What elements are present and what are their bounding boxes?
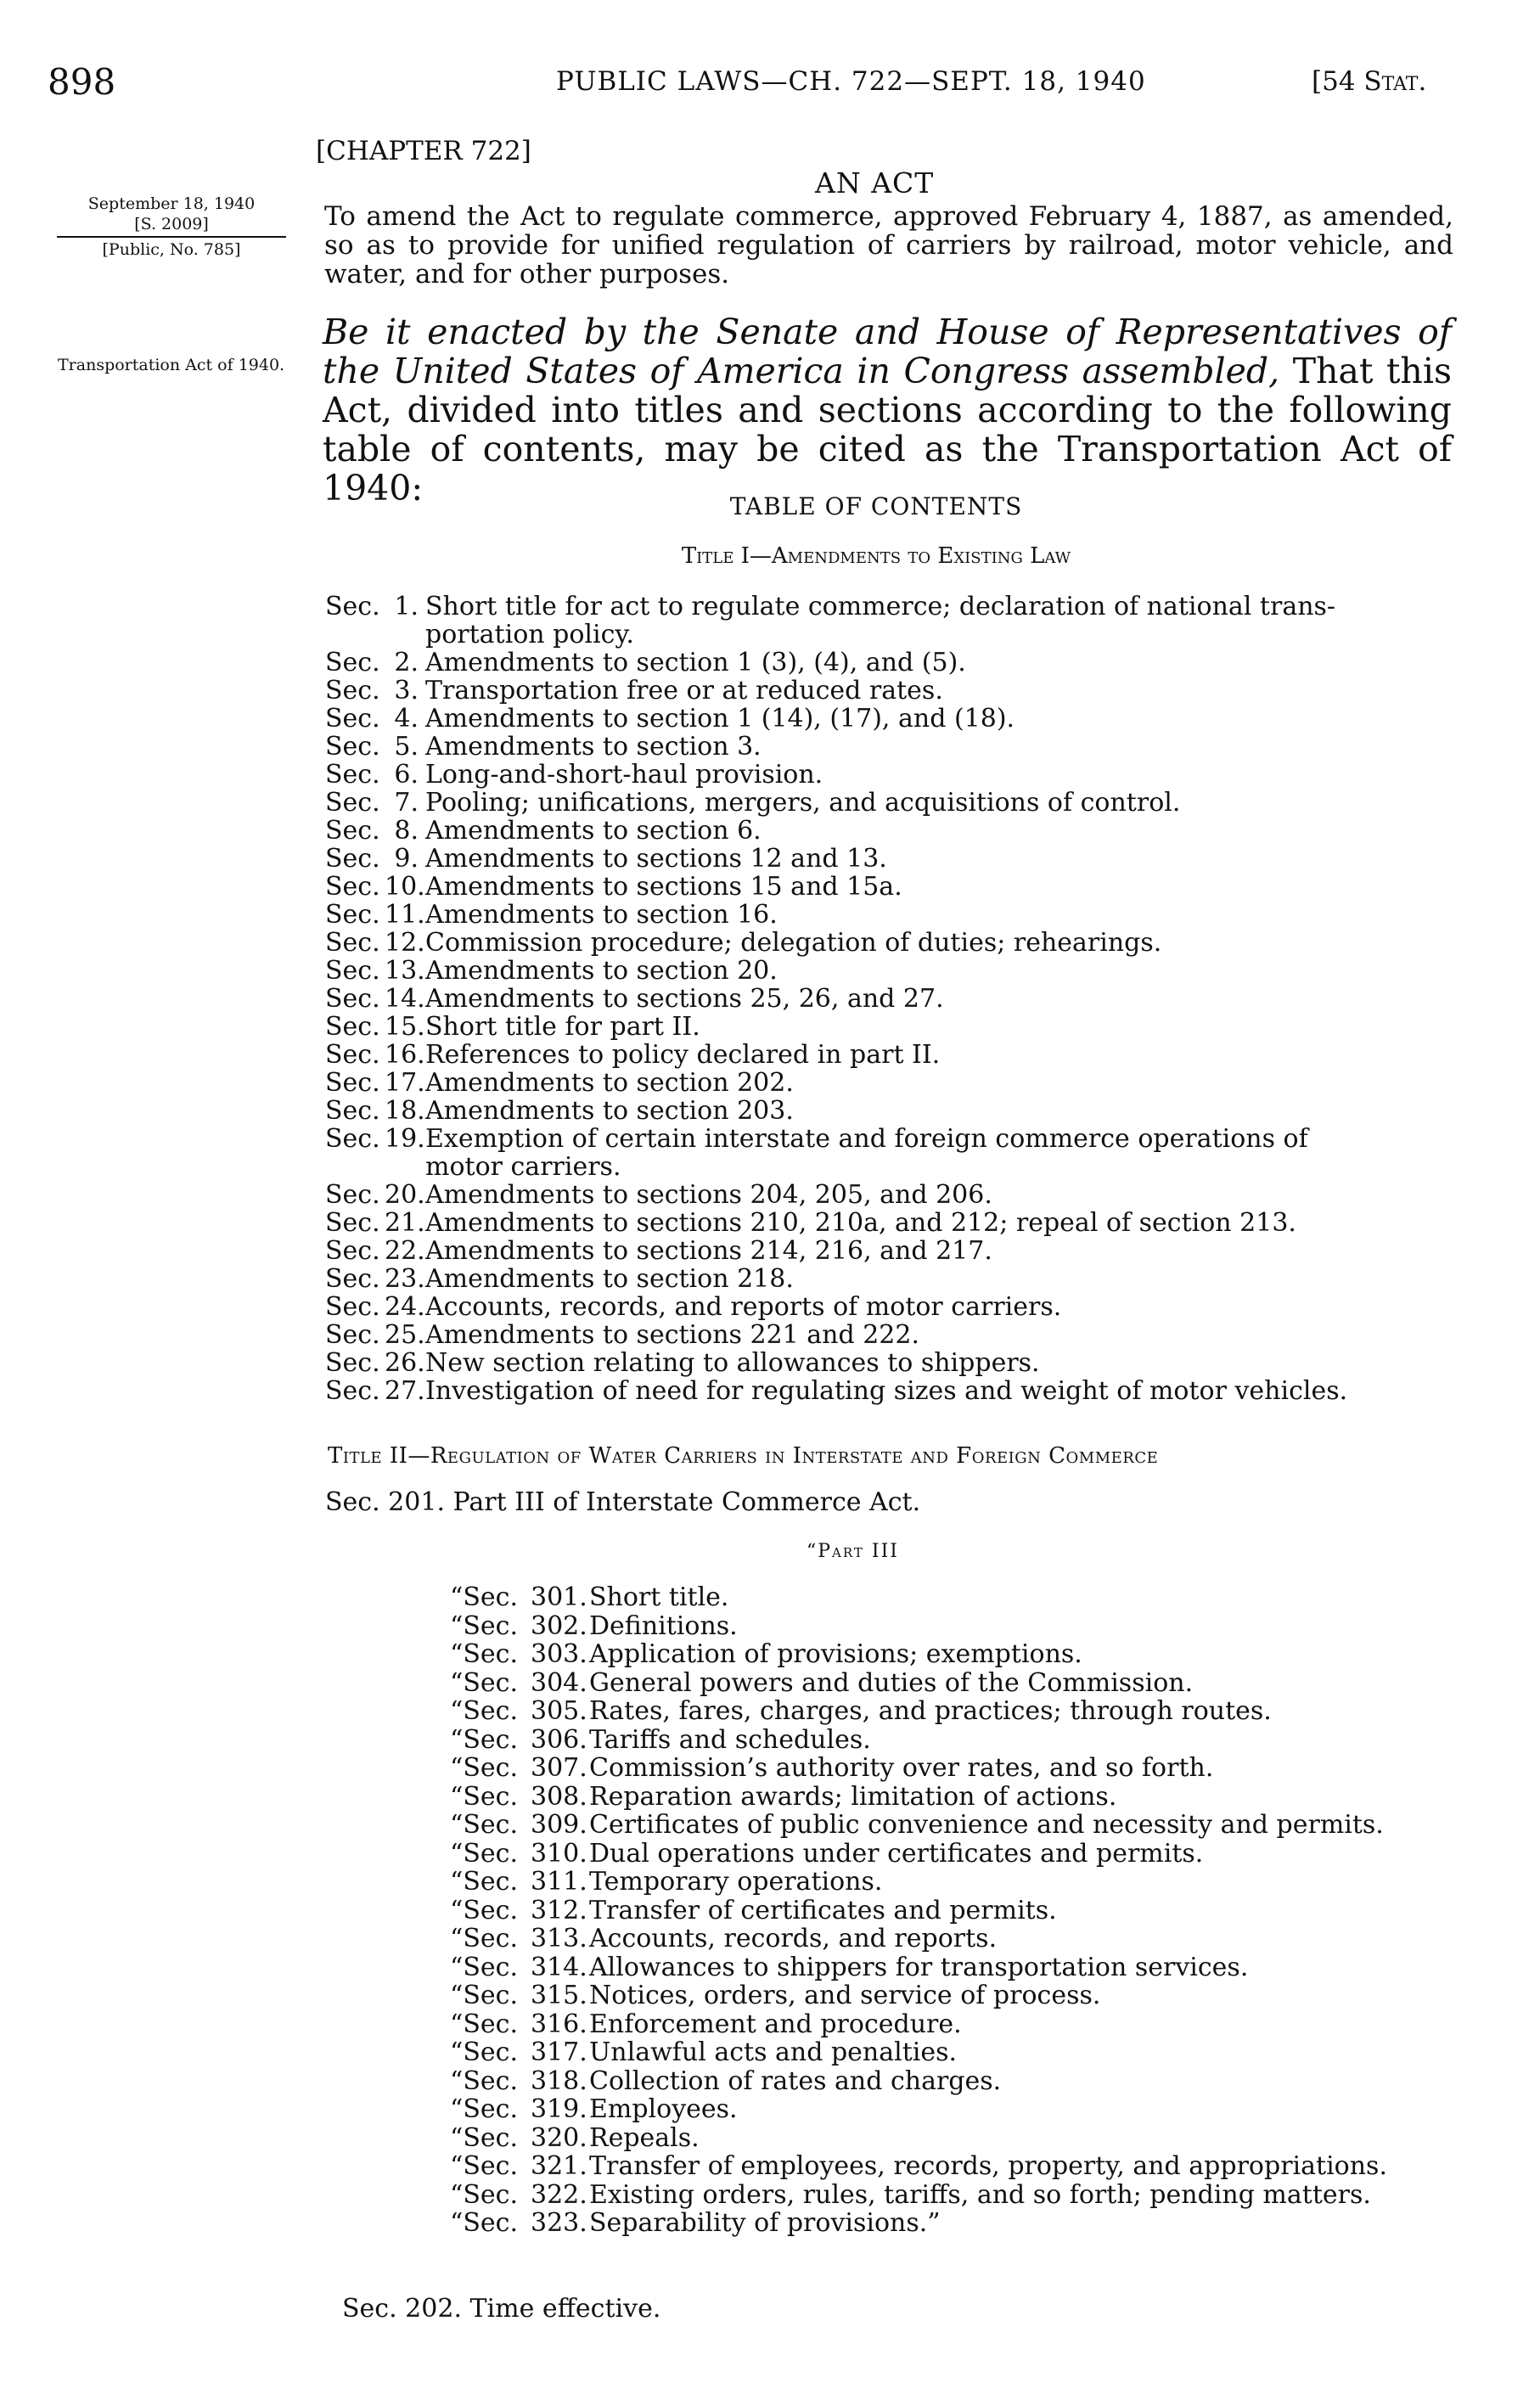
toc-entry-sec: “Sec. (450, 1895, 518, 1925)
toc-entry-text: Definitions. (589, 1610, 738, 1641)
toc-entry (325, 957, 1454, 985)
toc-heading: TABLE OF CONTENTS (729, 492, 1023, 520)
toc-entry-number: 1. (394, 592, 419, 621)
toc-entry-text: Amendments to sections 221 and 222. (425, 1320, 920, 1350)
toc-entry-sec: Sec. (325, 956, 380, 986)
toc-entry-text: Dual operations under certificates and permits. (589, 1838, 1204, 1869)
toc-entry-number: 11. (385, 900, 425, 930)
toc-entry (325, 901, 1454, 929)
toc-entry-text: Allowances to shippers for transportation services. (589, 1952, 1249, 1982)
toc-entry-sec: Sec. (325, 900, 380, 930)
toc-entry-text: Application of provisions; exemptions. (589, 1639, 1082, 1669)
toc-entry-number: 313. (531, 1924, 587, 1953)
toc-entry-number: 24. (385, 1292, 425, 1322)
toc-entry-sec: Sec. (325, 844, 380, 874)
toc-entry-number: 308. (531, 1781, 587, 1812)
toc-entry (325, 1237, 1454, 1265)
toc-entry (450, 1868, 1469, 1897)
toc-entry-number: 309. (531, 1810, 587, 1840)
toc-entry (450, 1669, 1469, 1698)
toc-entry (450, 2152, 1469, 2181)
toc-entry-number: 6. (394, 760, 419, 790)
toc-entry (450, 2181, 1469, 2210)
toc-entry-sec: Sec. (325, 760, 380, 790)
toc-entry-number: 312. (531, 1895, 587, 1925)
toc-entry-number: 18. (385, 1096, 425, 1126)
toc-entry-text: References to policy declared in part II. (425, 1040, 941, 1070)
toc-entry (325, 985, 1454, 1013)
toc-entry-sec: Sec. (325, 1236, 380, 1266)
margin-bill: [S. 2009] (134, 215, 209, 233)
toc-entry (325, 677, 1454, 705)
toc-entry-sec: “Sec. (450, 1724, 518, 1755)
toc-entry-text: Certificates of public convenience and necessity and permits. (589, 1810, 1384, 1840)
toc-entry-number: 306. (531, 1724, 587, 1755)
title-one-section-list (325, 593, 1454, 1405)
toc-entry-sec: “Sec. (450, 2037, 518, 2067)
enacting-clause-italic: Be it enacted by the Senate and House of Representatives of the United States of America in Congress assembled, (323, 312, 1452, 391)
toc-entry-text: Collection of rates and charges. (589, 2065, 1002, 2096)
toc-entry-sec: Sec. (325, 1180, 380, 1210)
toc-entry (450, 1840, 1469, 1869)
toc-entry-number: 15. (385, 1012, 425, 1042)
statute-reference: [54 Stat. (1312, 66, 1427, 97)
toc-entry-number: 314. (531, 1952, 587, 1982)
enacting-clause (323, 312, 1452, 508)
page-number: 898 (48, 61, 116, 103)
toc-entry-number: 2. (394, 648, 419, 677)
toc-entry-sec: Sec. (325, 592, 380, 621)
toc-entry-text: Long-and-short-haul provision. (425, 760, 823, 790)
toc-entry-number: 14. (385, 984, 425, 1014)
toc-entry-text: Short title for act to regulate commerce; declaration of national trans- (425, 592, 1336, 621)
toc-entry-number: 322. (531, 2179, 587, 2210)
toc-entry-sec: “Sec. (450, 1696, 518, 1726)
toc-entry-number: 7. (394, 788, 419, 818)
toc-entry-number: 318. (531, 2065, 587, 2096)
toc-entry (325, 929, 1454, 957)
toc-entry (450, 1783, 1469, 1812)
toc-entry-text: Employees. (589, 2094, 738, 2124)
toc-entry-number: 22. (385, 1236, 425, 1266)
toc-entry-number: 20. (385, 1180, 425, 1210)
toc-entry (450, 1981, 1469, 2010)
margin-note-date-block (44, 194, 299, 260)
toc-entry-text: Amendments to section 6. (425, 816, 762, 846)
toc-entry-text: Amendments to section 1 (3), (4), and (5). (425, 648, 966, 677)
toc-entry-number: 3. (394, 676, 419, 705)
toc-entry-sec: Sec. (325, 1320, 380, 1350)
toc-entry-sec: Sec. (325, 1292, 380, 1322)
toc-entry (450, 1754, 1469, 1783)
toc-entry-sec: Sec. (325, 1348, 380, 1378)
toc-entry (450, 1697, 1469, 1726)
toc-entry-text: Repeals. (589, 2122, 700, 2153)
toc-entry-sec: Sec. (325, 1040, 380, 1070)
toc-entry-sec: “Sec. (450, 1952, 518, 1982)
toc-entry (325, 817, 1454, 845)
toc-entry (450, 1612, 1469, 1641)
toc-entry-sec: “Sec. (450, 1667, 518, 1698)
margin-rule (57, 236, 286, 238)
toc-entry-sec: Sec. (325, 1096, 380, 1126)
toc-entry (450, 1925, 1469, 1953)
act-purpose: To amend the Act to regulate commerce, approved February 4, 1887, as amended, so as to provide for unified regulation of carriers by railroad, motor vehicle, and water, and for other purposes. (324, 201, 1453, 289)
toc-entry-text: Amendments to sections 12 and 13. (425, 844, 887, 874)
toc-entry-text: Amendments to section 16. (425, 900, 778, 930)
toc-entry (325, 733, 1454, 761)
act-heading: AN ACT (815, 166, 935, 200)
toc-entry-number: 21. (385, 1208, 425, 1238)
toc-entry (325, 1265, 1454, 1293)
toc-entry (325, 649, 1454, 677)
toc-entry (325, 1069, 1454, 1097)
toc-entry-number: 9. (394, 844, 419, 874)
toc-entry-text: Amendments to sections 25, 26, and 27. (425, 984, 944, 1014)
toc-entry-sec: “Sec. (450, 2122, 518, 2153)
toc-entry-text: Exemption of certain interstate and foreign commerce operations of (425, 1124, 1308, 1154)
toc-entry-text: Short title. (589, 1582, 729, 1612)
toc-entry-number: 307. (531, 1753, 587, 1783)
toc-entry-sec: “Sec. (450, 2151, 518, 2181)
toc-entry-sec: “Sec. (450, 1639, 518, 1669)
toc-entry-text: Amendments to section 218. (425, 1264, 794, 1294)
toc-entry (325, 1377, 1454, 1405)
toc-entry-sec: Sec. (325, 676, 380, 705)
toc-entry (325, 845, 1454, 873)
toc-entry-text: Amendments to section 1 (14), (17), and (18). (425, 704, 1015, 733)
toc-entry (325, 1041, 1454, 1069)
toc-entry (325, 1209, 1454, 1237)
toc-entry-sec: “Sec. (450, 2208, 518, 2238)
toc-entry (325, 873, 1454, 901)
toc-entry-sec: Sec. (325, 648, 380, 677)
toc-entry-number: 301. (531, 1582, 587, 1612)
toc-entry-number: 23. (385, 1264, 425, 1294)
part-three-section-list (450, 1583, 1469, 2238)
toc-entry-text: Accounts, records, and reports. (589, 1924, 998, 1953)
toc-entry-text: Commission procedure; delegation of duties; rehearings. (425, 928, 1162, 958)
section-201: Sec. 201. Part III of Interstate Commerce Act. (325, 1487, 921, 1517)
toc-entry-text: Amendments to section 203. (425, 1096, 794, 1126)
toc-entry-text: Investigation of need for regulating sizes and weight of motor vehicles. (425, 1376, 1348, 1406)
toc-entry-number: 303. (531, 1639, 587, 1669)
toc-entry (325, 1097, 1454, 1125)
toc-entry-text: Existing orders, rules, tariffs, and so forth; pending matters. (589, 2179, 1371, 2210)
toc-entry-text: Transfer of certificates and permits. (589, 1895, 1057, 1925)
toc-entry (450, 1811, 1469, 1840)
toc-entry-text: Amendments to sections 15 and 15a. (425, 872, 902, 902)
toc-entry-sec: “Sec. (450, 2009, 518, 2039)
toc-entry-text: Short title for part II. (425, 1012, 700, 1042)
toc-entry (325, 789, 1454, 817)
toc-entry (450, 2038, 1469, 2067)
toc-entry-sec: “Sec. (450, 1810, 518, 1840)
title-two-heading: Title II—Regulation of Water Carriers in Interstate and Foreign Commerce (328, 1443, 1159, 1469)
toc-entry-number: 13. (385, 956, 425, 986)
toc-entry (325, 593, 1454, 621)
toc-entry-number: 4. (394, 704, 419, 733)
toc-entry-text: General powers and duties of the Commission. (589, 1667, 1194, 1698)
toc-entry (325, 1349, 1454, 1377)
toc-entry-sec: “Sec. (450, 2179, 518, 2210)
toc-entry-number: 319. (531, 2094, 587, 2124)
title-one-heading: Title I—Amendments to Existing Law (681, 543, 1071, 569)
toc-entry (450, 1640, 1469, 1669)
margin-topic: Transportation Act of 1940. (58, 356, 285, 374)
toc-entry-sec: “Sec. (450, 2065, 518, 2096)
toc-entry-sec: Sec. (325, 872, 380, 902)
toc-entry-number: 304. (531, 1667, 587, 1698)
running-title: PUBLIC LAWS—CH. 722—SEPT. 18, 1940 (556, 66, 1146, 97)
toc-entry (450, 2010, 1469, 2039)
toc-entry-text: New section relating to allowances to shippers. (425, 1348, 1040, 1378)
toc-entry-number: 8. (394, 816, 419, 846)
toc-entry-text: Amendments to sections 210, 210a, and 212; repeal of section 213. (425, 1208, 1296, 1238)
toc-entry-number: 16. (385, 1040, 425, 1070)
toc-entry-number: 5. (394, 732, 419, 762)
toc-entry-number: 25. (385, 1320, 425, 1350)
toc-entry (325, 1293, 1454, 1321)
toc-entry-sec: Sec. (325, 1264, 380, 1294)
toc-entry (450, 2124, 1469, 2153)
toc-entry-sec: Sec. (325, 1068, 380, 1098)
toc-entry-number: 305. (531, 1696, 587, 1726)
toc-entry-number: 26. (385, 1348, 425, 1378)
toc-entry (450, 1583, 1469, 1612)
margin-public-law: [Public, No. 785] (102, 240, 241, 259)
enacting-clause-text: That this Act, divided into titles and sections according to the following table of contents, may be cited as the Transportation Act of 1940: (323, 351, 1452, 509)
toc-entry-number: 315. (531, 1981, 587, 2010)
toc-entry (325, 705, 1454, 733)
toc-entry-number: 19. (385, 1124, 425, 1154)
toc-entry (325, 1321, 1454, 1349)
toc-entry-text: Separability of provisions.” (589, 2208, 941, 2238)
toc-entry-number: 311. (531, 1867, 587, 1897)
toc-entry (450, 2067, 1469, 2096)
toc-entry-sec: Sec. (325, 1376, 380, 1406)
part-three-heading: “Part III (807, 1541, 899, 1562)
toc-entry-sec: Sec. (325, 704, 380, 733)
toc-entry-continuation: portation policy. (425, 620, 634, 649)
toc-entry-sec: Sec. (325, 816, 380, 846)
toc-entry-sec: “Sec. (450, 1867, 518, 1897)
toc-entry-sec: Sec. (325, 732, 380, 762)
toc-entry (450, 1897, 1469, 1925)
toc-entry-text: Tariffs and schedules. (589, 1724, 871, 1755)
toc-entry-number: 317. (531, 2037, 587, 2067)
toc-entry-text: Temporary operations. (589, 1867, 883, 1897)
toc-entry-text: Amendments to section 20. (425, 956, 778, 986)
toc-entry-text: Transfer of employees, records, property, and appropriations. (589, 2151, 1387, 2181)
toc-entry-sec: “Sec. (450, 2094, 518, 2124)
toc-entry (450, 1953, 1469, 1982)
chapter-label: [CHAPTER 722] (316, 136, 531, 166)
toc-entry-number: 12. (385, 928, 425, 958)
toc-entry-text: Pooling; unifications, mergers, and acquisitions of control. (425, 788, 1181, 818)
toc-entry-number: 316. (531, 2009, 587, 2039)
toc-entry-number: 310. (531, 1838, 587, 1869)
toc-entry (325, 1181, 1454, 1209)
toc-entry-number: 10. (385, 872, 425, 902)
toc-entry-text: Accounts, records, and reports of motor carriers. (425, 1292, 1062, 1322)
toc-entry-sec: Sec. (325, 928, 380, 958)
toc-entry-text: Enforcement and procedure. (589, 2009, 962, 2039)
toc-entry-continuation: motor carriers. (425, 1152, 621, 1182)
toc-entry-sec: “Sec. (450, 1838, 518, 1869)
toc-entry-sec: “Sec. (450, 1582, 518, 1612)
toc-entry-sec: Sec. (325, 984, 380, 1014)
toc-entry-text: Amendments to section 3. (425, 732, 762, 762)
toc-entry-text: Amendments to section 202. (425, 1068, 794, 1098)
toc-entry (450, 1726, 1469, 1755)
toc-entry-sec: “Sec. (450, 1924, 518, 1953)
toc-entry (450, 2209, 1469, 2238)
toc-entry-sec: “Sec. (450, 1610, 518, 1641)
toc-entry-sec: Sec. (325, 1124, 380, 1154)
toc-entry-text: Amendments to sections 214, 216, and 217. (425, 1236, 992, 1266)
toc-entry (450, 2095, 1469, 2124)
toc-entry (325, 1125, 1454, 1153)
toc-entry-number: 320. (531, 2122, 587, 2153)
toc-entry-text: Reparation awards; limitation of actions. (589, 1781, 1117, 1812)
toc-entry-number: 321. (531, 2151, 587, 2181)
toc-entry-sec: “Sec. (450, 1981, 518, 2010)
toc-entry-text: Amendments to sections 204, 205, and 206. (425, 1180, 992, 1210)
toc-entry-sec: “Sec. (450, 1781, 518, 1812)
section-202: Sec. 202. Time effective. (342, 2294, 661, 2324)
toc-entry-number: 323. (531, 2208, 587, 2238)
toc-entry-number: 17. (385, 1068, 425, 1098)
toc-entry-text: Transportation free or at reduced rates. (425, 676, 943, 705)
toc-entry (325, 761, 1454, 789)
toc-entry-sec: Sec. (325, 788, 380, 818)
toc-entry-text: Commission’s authority over rates, and so forth. (589, 1753, 1214, 1783)
toc-entry-sec: Sec. (325, 1012, 380, 1042)
toc-entry-text: Notices, orders, and service of process. (589, 1981, 1101, 2010)
toc-entry-number: 27. (385, 1376, 425, 1406)
toc-entry-sec: Sec. (325, 1208, 380, 1238)
toc-entry-text: Rates, fares, charges, and practices; through routes. (589, 1696, 1272, 1726)
toc-entry-sec: “Sec. (450, 1753, 518, 1783)
toc-entry (325, 1013, 1454, 1041)
margin-date: September 18, 1940 (87, 194, 256, 213)
toc-entry-text: Unlawful acts and penalties. (589, 2037, 958, 2067)
toc-entry-number: 302. (531, 1610, 587, 1641)
